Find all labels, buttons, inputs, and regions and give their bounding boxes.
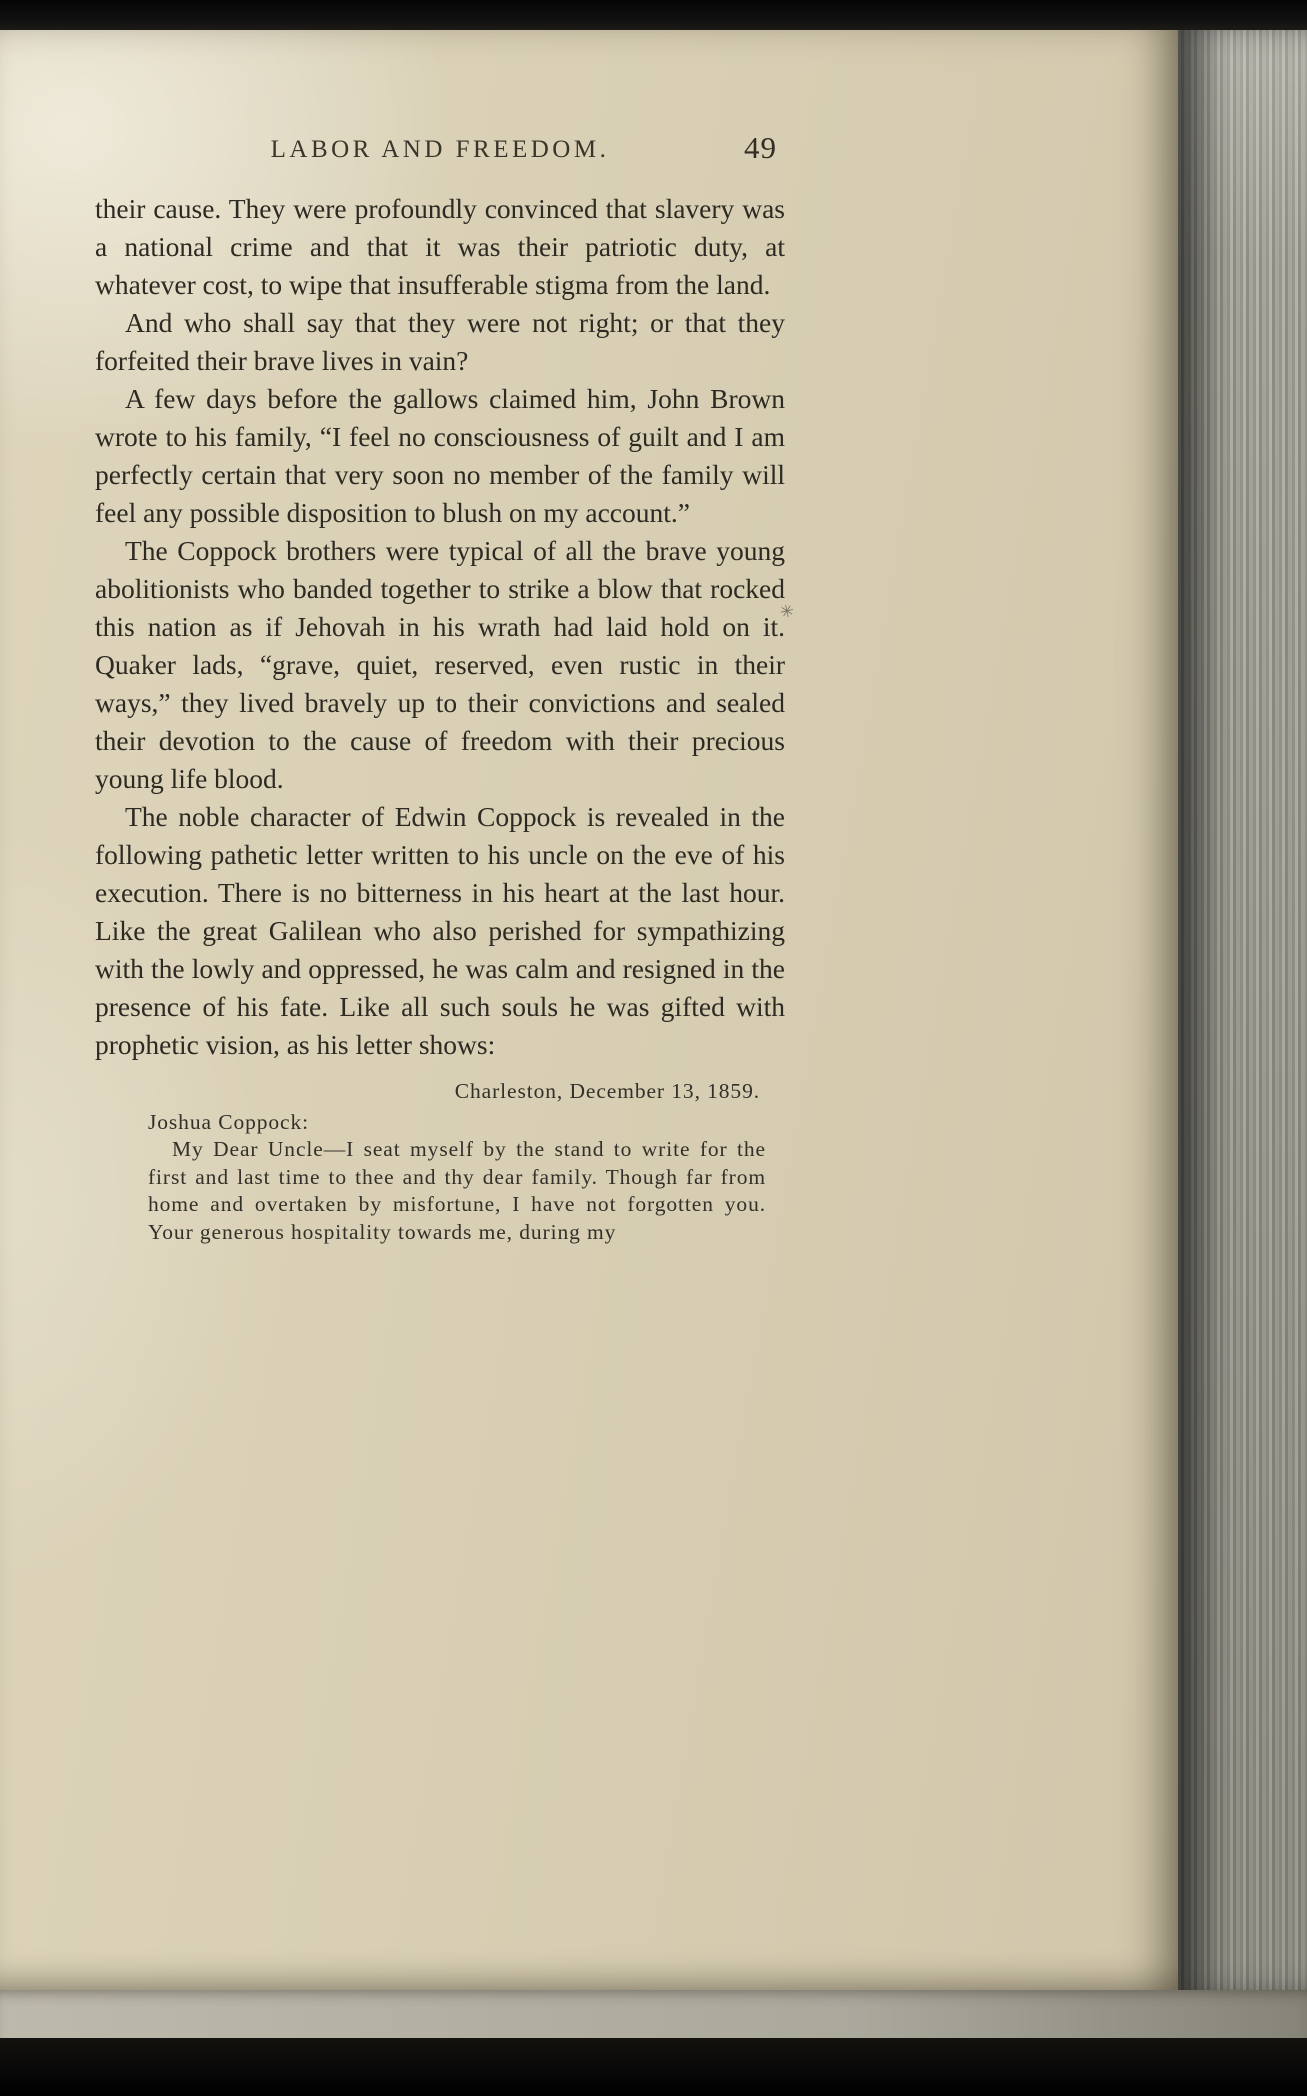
page-number: 49 xyxy=(744,130,777,165)
scan-gray-strip xyxy=(0,1990,1307,2038)
letter-salutation: Joshua Coppock: xyxy=(148,1109,310,1134)
body-text xyxy=(95,190,785,1064)
paragraph: their cause. They were profoundly convinced that slavery was a national crime and that it was their patriotic duty, at whatever cost, to wipe that insufferable stigma from the land. xyxy=(95,193,785,300)
letter xyxy=(148,1078,766,1246)
book-fore-edge xyxy=(1178,30,1307,1990)
page-header xyxy=(95,130,785,165)
letter-body: My Dear Uncle—I seat myself by the stand to write for the first and last time to thee and thy dear family. Though far from home and overtaken by misfortune, I have not forgotten you. Your generous hospitality towards me, during my xyxy=(148,1137,766,1244)
letter-dateline: Charleston, December 13, 1859. xyxy=(454,1079,760,1103)
paragraph: And who shall say that they were not right; or that they forfeited their brave lives in vain? xyxy=(95,307,785,376)
scan-bottom-bar xyxy=(0,2038,1307,2096)
paragraph: The noble character of Edwin Coppock is revealed in the following pathetic letter written to his uncle on the eve of his execution. There is no bitterness in his heart at the last hour. Like the great Galilean who also perished for sympathizing with the lowly and oppressed, he was calm and resigned in the presence of his fate. Like all such souls he was gifted with prophetic vision, as his letter shows: xyxy=(95,801,785,1060)
pencil-mark-icon: ✳ xyxy=(778,600,796,623)
running-title: LABOR AND FREEDOM. xyxy=(270,136,610,163)
paragraph: A few days before the gallows claimed him, John Brown wrote to his family, “I feel no consciousness of guilt and I am perfectly certain that very soon no member of the family will feel any possible disposition to blush on my account.” xyxy=(95,383,785,528)
scan-top-bar xyxy=(0,0,1307,30)
paragraph: The Coppock brothers were typical of all the brave young abolitionists who banded together to strike a blow that rocked this nation as if Jehovah in his wrath had laid hold on it. Quaker lads, “grave, quiet, reserved, even rustic in their ways,” they lived bravely up to their convictions and sealed their devotion to the cause of freedom with their precious young life blood. xyxy=(95,535,785,794)
book-page xyxy=(0,30,1178,1990)
